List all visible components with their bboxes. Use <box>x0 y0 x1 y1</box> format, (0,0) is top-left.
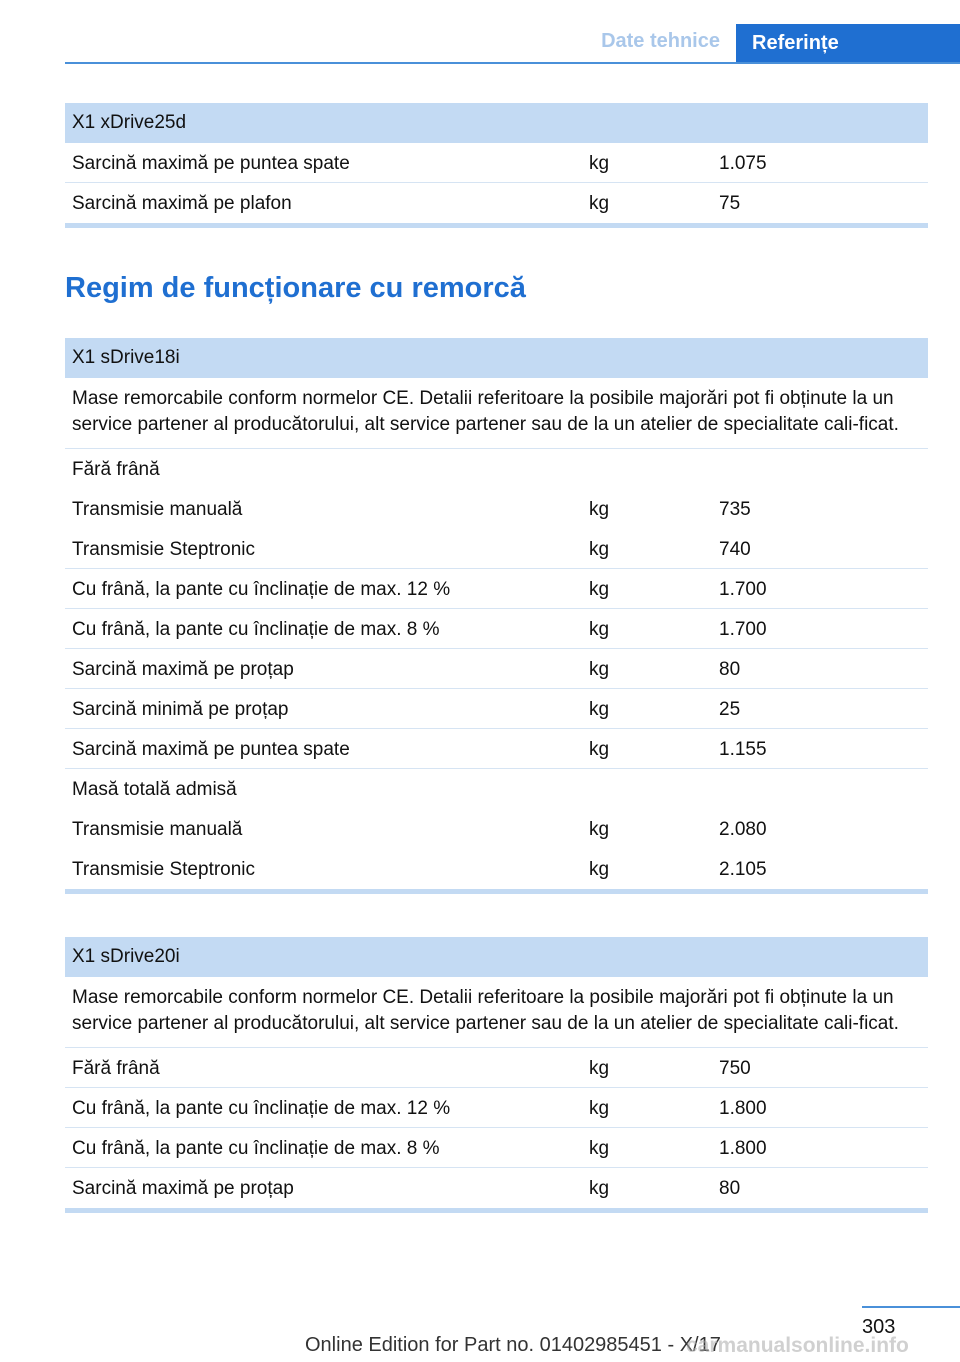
row-label: Transmisie manuală <box>72 499 243 520</box>
row-value: 80 <box>719 659 741 680</box>
row-unit: kg <box>589 1098 610 1119</box>
group-label: Fără frână <box>72 459 160 480</box>
table-row <box>65 809 928 849</box>
row-unit: kg <box>589 1138 610 1159</box>
footer-edition-text: Online Edition for Part no. 01402985451 - X/17 <box>305 1334 721 1356</box>
row-unit: kg <box>589 619 610 640</box>
watermark: carmanualsonline.info <box>686 1334 909 1357</box>
header-bar <box>65 24 960 64</box>
row-value: 75 <box>719 193 741 214</box>
row-label: Sarcină maximă pe puntea spate <box>72 739 350 760</box>
table-end-bar <box>65 1208 928 1213</box>
table-row <box>65 143 928 183</box>
row-unit: kg <box>589 499 610 520</box>
row-unit: kg <box>589 1178 610 1199</box>
table-row <box>65 849 928 889</box>
row-value: 1.700 <box>719 619 767 640</box>
row-label: Sarcină minimă pe proțap <box>72 699 289 720</box>
table-x1-sdrive18i <box>65 338 928 894</box>
table-header: X1 sDrive18i <box>65 338 928 378</box>
row-value: 2.080 <box>719 819 767 840</box>
row-label: Sarcină maximă pe proțap <box>72 659 294 680</box>
table-x1-sdrive20i <box>65 937 928 1213</box>
table-row <box>65 489 928 529</box>
row-unit: kg <box>589 859 610 880</box>
row-label: Transmisie manuală <box>72 819 243 840</box>
row-unit: kg <box>589 659 610 680</box>
table-header: X1 xDrive25d <box>65 103 928 143</box>
row-label: Sarcină maximă pe plafon <box>72 193 292 214</box>
table-end-bar <box>65 223 928 228</box>
table-header: X1 sDrive20i <box>65 937 928 977</box>
section-title: Regim de funcționare cu remorcă <box>65 272 526 304</box>
table-row <box>65 183 928 223</box>
row-value: 25 <box>719 699 741 720</box>
row-value: 2.105 <box>719 859 767 880</box>
table-note: Mase remorcabile conform normelor CE. Detalii referitoare la posibile majorări pot fi obținute la un service partener al producătorului, alt service partener sau de la un atelier de specialitate cali-ficat. <box>65 977 928 1048</box>
row-unit: kg <box>589 1058 610 1079</box>
row-unit: kg <box>589 193 610 214</box>
row-value: 1.155 <box>719 739 767 760</box>
row-value: 1.700 <box>719 579 767 600</box>
table-note: Mase remorcabile conform normelor CE. Detalii referitoare la posibile majorări pot fi obținute la un service partener al producătorului, alt service partener sau de la un atelier de specialitate cali-ficat. <box>65 378 928 449</box>
table-row <box>65 729 928 769</box>
tab-referinte[interactable]: Referințe <box>736 24 960 62</box>
row-label: Cu frână, la pante cu înclinație de max. 8 % <box>72 619 440 640</box>
row-label: Transmisie Steptronic <box>72 859 256 880</box>
row-label: Cu frână, la pante cu înclinație de max. 12 % <box>72 1098 451 1119</box>
row-label: Cu frână, la pante cu înclinație de max. 8 % <box>72 1138 440 1159</box>
table-row <box>65 1168 928 1208</box>
table-end-bar <box>65 889 928 894</box>
tab-date-tehnice[interactable]: Date tehnice <box>601 30 720 52</box>
row-value: 1.075 <box>719 153 767 174</box>
table-row <box>65 1048 928 1088</box>
row-unit: kg <box>589 819 610 840</box>
row-unit: kg <box>589 153 610 174</box>
table-row <box>65 529 928 569</box>
row-value: 735 <box>719 499 751 520</box>
row-label: Transmisie Steptronic <box>72 539 256 560</box>
table-row <box>65 689 928 729</box>
row-value: 750 <box>719 1058 751 1079</box>
row-value: 740 <box>719 539 751 560</box>
row-value: 1.800 <box>719 1098 767 1119</box>
row-unit: kg <box>589 699 610 720</box>
page-number-rule <box>862 1306 960 1308</box>
table-row <box>65 1088 928 1128</box>
row-value: 80 <box>719 1178 741 1199</box>
table-row <box>65 649 928 689</box>
table-group-label <box>65 769 928 809</box>
row-unit: kg <box>589 739 610 760</box>
row-label: Cu frână, la pante cu înclinație de max. 12 % <box>72 579 451 600</box>
row-unit: kg <box>589 539 610 560</box>
row-value: 1.800 <box>719 1138 767 1159</box>
table-row <box>65 1128 928 1168</box>
row-unit: kg <box>589 579 610 600</box>
row-label: Fără frână <box>72 1058 160 1079</box>
row-label: Sarcină maximă pe puntea spate <box>72 153 350 174</box>
group-label: Masă totală admisă <box>72 779 237 800</box>
table-row <box>65 569 928 609</box>
row-label: Sarcină maximă pe proțap <box>72 1178 294 1199</box>
table-x1-xdrive25d <box>65 103 928 228</box>
table-row <box>65 609 928 649</box>
page-number: 303 <box>862 1316 896 1338</box>
table-group-label <box>65 449 928 489</box>
